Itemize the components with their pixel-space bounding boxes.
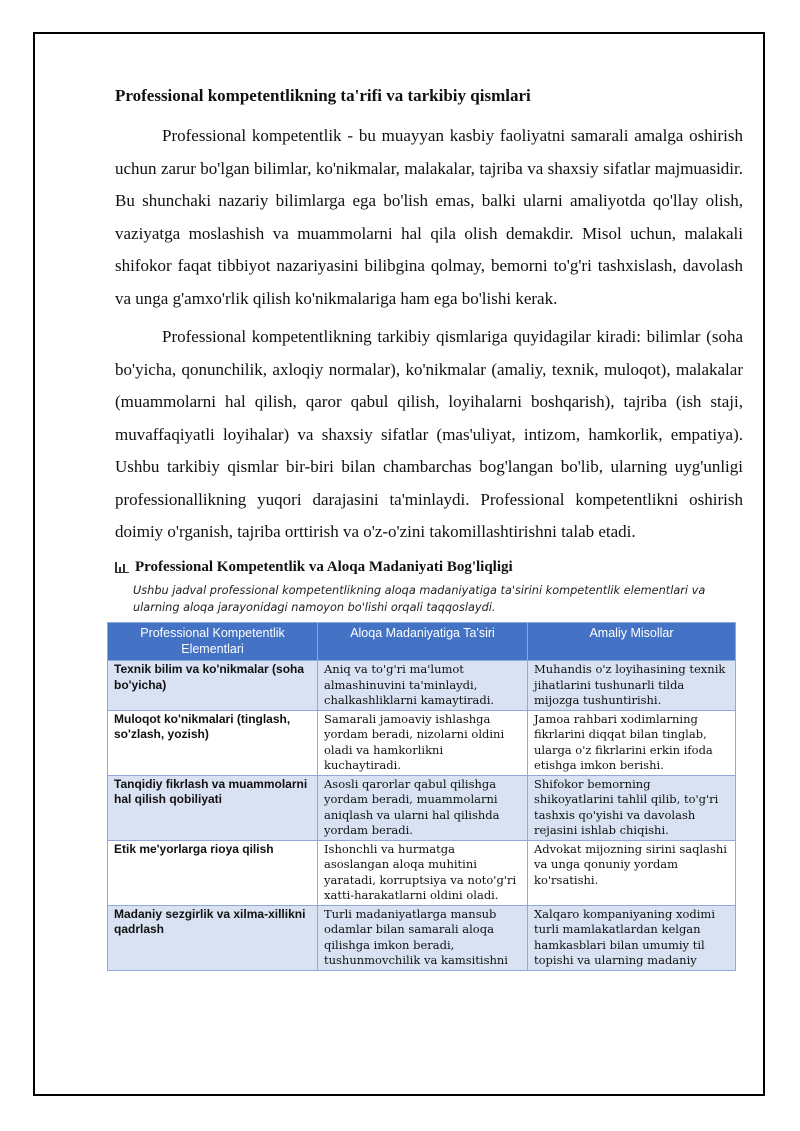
table-header-cell: Professional Kompetentlik Elementlari <box>108 622 318 660</box>
table-cell: Tanqidiy fikrlash va muammolarni hal qilish qobiliyati <box>108 775 318 840</box>
table-cell: Aniq va to'g'ri ma'lumot almashinuvini ta'minlaydi, chalkashliklarni kamaytiradi. <box>318 661 528 711</box>
table-cell: Turli madaniyatlarga mansub odamlar bilan samarali aloqa qilishga imkon beradi, tushunmovchilik va kamsitishni <box>318 905 528 970</box>
table-row <box>108 710 736 775</box>
table-row <box>108 905 736 970</box>
table-cell: Jamoa rahbari xodimlarning fikrlarini diqqat bilan tinglab, ularga o'z fikrlarini erkin ifoda etishga imkon berishi. <box>528 710 736 775</box>
table-cell: Advokat mijozning sirini saqlashi va unga qonuniy yordam ko'rsatishi. <box>528 840 736 905</box>
table-header-cell: Amaliy Misollar <box>528 622 736 660</box>
paragraph-definition: Professional kompetentlik - bu muayyan kasbiy faoliyatni samarali amalga oshirish uchun zarur bo'lgan bilimlar, ko'nikmalar, malakalar, tajriba va shaxsiy sifatlar majmuasidir. Bu shunchaki nazariy bilimlarga ega bo'lish emas, balki ularni amaliyotda qo'llay olish, vaziyatga moslashish va muammolarni hal qila olish demakdir. Misol uchun, malakali shifokor faqat tibbiyot nazariyasini bilibgina qolmay, bemorni to'g'ri tashxislash, davolash va unga g'amxo'rlik qilish ko'nikmalariga ham ega bo'lishi kerak. <box>115 126 743 308</box>
table-cell: Texnik bilim va ko'nikmalar (soha bo'yicha) <box>108 661 318 711</box>
table-cell: Xalqaro kompaniyaning xodimi turli mamlakatlardan kelgan hamkasblari bilan umumiy til topishi va ularning madaniy <box>528 905 736 970</box>
table-cell: Ishonchli va hurmatga asoslangan aloqa muhitini yaratadi, korruptsiya va noto'g'ri xatti-harakatlarni oldini oladi. <box>318 840 528 905</box>
document-body <box>115 86 743 971</box>
table-cell: Etik me'yorlarga rioya qilish <box>108 840 318 905</box>
table-header-row <box>108 622 736 660</box>
table-row <box>108 661 736 711</box>
table-cell: Shifokor bemorning shikoyatlarini tahlil qilib, to'g'ri tashxis qo'yishi va davolash rejasini ishlab chiqishi. <box>528 775 736 840</box>
table-title-text: Professional Kompetentlik va Aloqa Madaniyati Bog'liqligi <box>135 558 513 575</box>
table-header-cell: Aloqa Madaniyatiga Ta'siri <box>318 622 528 660</box>
table-cell: Samarali jamoaviy ishlashga yordam beradi, nizolarni oldini oladi va hamkorlikni kuchaytiradi. <box>318 710 528 775</box>
table-cell: Muhandis o'z loyihasining texnik jihatlarini tushunarli tilda mijozga tushuntirishi. <box>528 661 736 711</box>
table-cell: Madaniy sezgirlik va xilma-xillikni qadrlash <box>108 905 318 970</box>
section-heading: Professional kompetentlikning ta'rifi va tarkibiy qismlari <box>115 86 531 105</box>
table-row <box>108 840 736 905</box>
comparison-table <box>107 622 736 971</box>
table-cell: Asosli qarorlar qabul qilishga yordam beradi, muammolarni aniqlash va ularni hal qilishda yordam beradi. <box>318 775 528 840</box>
table-title <box>115 559 743 576</box>
bar-chart-icon <box>115 561 129 573</box>
table-cell: Muloqot ko'nikmalari (tinglash, so'zlash, yozish) <box>108 710 318 775</box>
paragraph-components: Professional kompetentlikning tarkibiy qismlariga quyidagilar kiradi: bilimlar (soha bo'yicha, qonunchilik, axloqiy normalar), ko'nikmalar (amaliy, texnik, muloqot), malakalar (muammolarni hal qilish, qaror qabul qilish, loyihalarni boshqarish), tajriba (ish staji, muvaffaqiyatli loyihalar) va shaxsiy sifatlar (mas'uliyat, intizom, hamkorlik, empatiya). Ushbu tarkibiy qismlar bir-biri bilan chambarchas bog'langan bo'lib, ularning uyg'unligi professionallikning yuqori darajasini ta'minlaydi. Professional kompetentlikni oshirish doimiy o'rganish, tajriba orttirish va o'z-o'zini takomillashtirishni talab etadi. <box>115 327 743 542</box>
table-row <box>108 775 736 840</box>
table-caption: Ushbu jadval professional kompetentlikning aloqa madaniyatiga ta'sirini kompetentlik elementlari va ularning aloqa jarayonidagi namoyon bo'lishi orqali taqqoslaydi. <box>133 583 706 614</box>
